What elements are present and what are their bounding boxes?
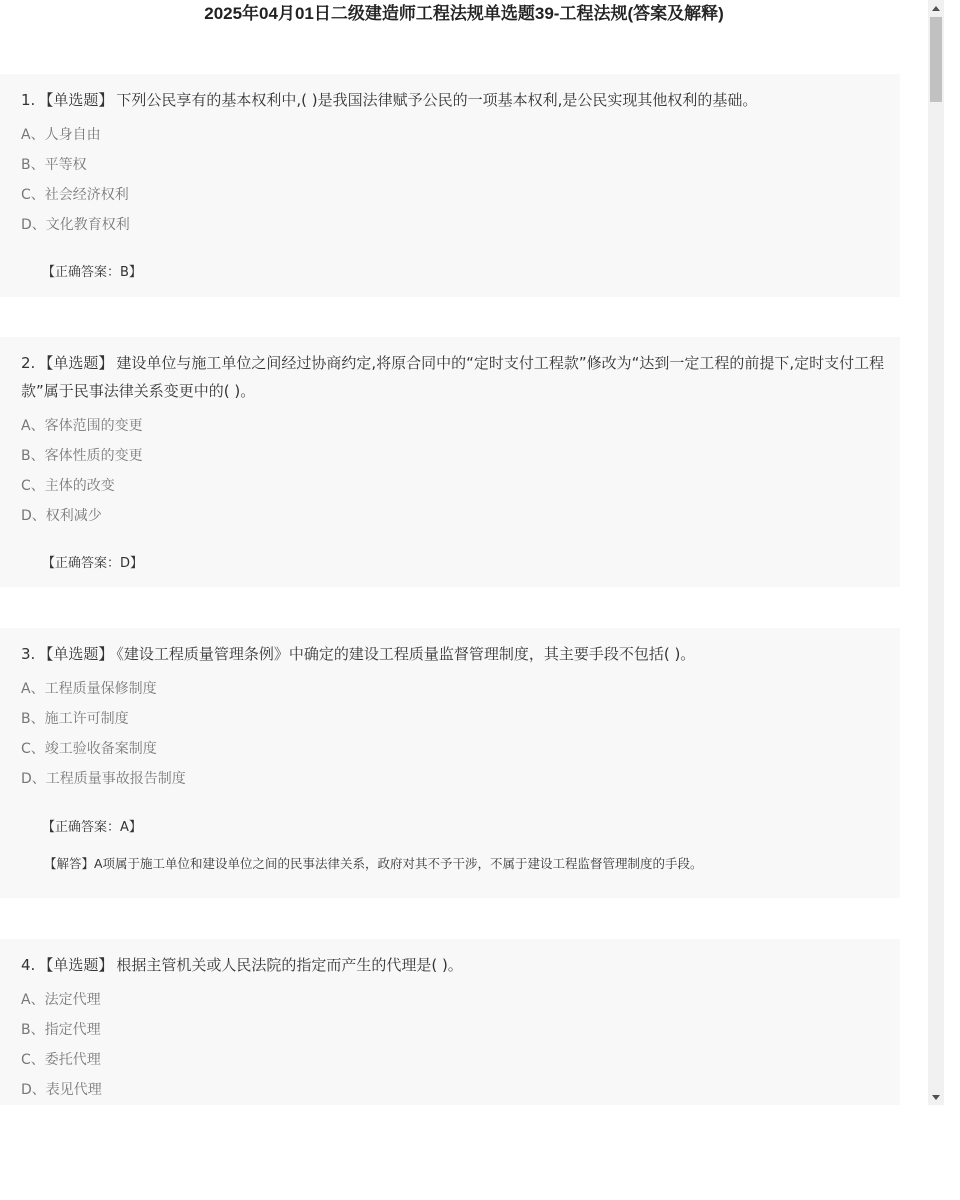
question-card-4 <box>0 939 900 1105</box>
scroll-up-arrow-icon[interactable] <box>928 0 944 16</box>
question-stem: 根据主管机关或人民法院的指定而产生的代理是( )。 <box>116 956 463 974</box>
option-c[interactable]: C、社会经济权利 <box>21 187 129 203</box>
scroll-down-arrow-icon[interactable] <box>928 1089 944 1105</box>
question-type-tag: 【单选题】 <box>38 645 114 663</box>
question-text <box>21 640 889 668</box>
vertical-scrollbar[interactable] <box>928 0 944 1105</box>
option-a[interactable]: A、人身自由 <box>21 127 101 143</box>
question-card-1 <box>0 74 900 297</box>
option-a[interactable]: A、法定代理 <box>21 992 101 1008</box>
question-card-2 <box>0 337 900 587</box>
scrollbar-thumb[interactable] <box>930 17 942 102</box>
question-type-tag: 【单选题】 <box>38 91 114 109</box>
question-stem: 下列公民享有的基本权利中,( )是我国法律赋予公民的一项基本权利,是公民实现其他权利的基础。 <box>116 91 758 109</box>
question-text <box>21 951 889 979</box>
answer-analysis: 【解答】A项属于施工单位和建设单位之间的民事法律关系，政府对其不予干涉，不属于建设工程监督管理制度的手段。 <box>44 856 703 871</box>
page-title: 2025年04月01日二级建造师工程法规单选题39-工程法规(答案及解释) <box>204 4 724 23</box>
option-d[interactable]: D、表见代理 <box>21 1082 102 1098</box>
question-number: 2. <box>21 354 36 372</box>
question-text <box>21 86 889 114</box>
question-stem: 建设单位与施工单位之间经过协商约定,将原合同中的“定时支付工程款”修改为“达到一定工程的前提下,定时支付工程款”属于民事法律关系变更中的( )。 <box>21 354 885 400</box>
option-c[interactable]: C、主体的改变 <box>21 478 115 494</box>
correct-answer: 【正确答案：D】 <box>42 556 144 571</box>
question-type-tag: 【单选题】 <box>38 354 114 372</box>
option-b[interactable]: B、平等权 <box>21 157 87 173</box>
option-c[interactable]: C、委托代理 <box>21 1052 101 1068</box>
option-d[interactable]: D、权利减少 <box>21 508 102 524</box>
option-b[interactable]: B、指定代理 <box>21 1022 101 1038</box>
option-b[interactable]: B、客体性质的变更 <box>21 448 143 464</box>
question-text <box>21 349 889 405</box>
option-c[interactable]: C、竣工验收备案制度 <box>21 741 157 757</box>
question-stem: 《建设工程质量管理条例》中确定的建设工程质量监督管理制度，其主要手段不包括( )。 <box>116 645 696 663</box>
option-d[interactable]: D、文化教育权利 <box>21 217 130 233</box>
option-b[interactable]: B、施工许可制度 <box>21 711 129 727</box>
question-type-tag: 【单选题】 <box>38 956 114 974</box>
option-a[interactable]: A、客体范围的变更 <box>21 418 143 434</box>
question-card-3 <box>0 628 900 898</box>
question-number: 1. <box>21 91 36 109</box>
question-number: 4. <box>21 956 36 974</box>
option-a[interactable]: A、工程质量保修制度 <box>21 681 157 697</box>
option-d[interactable]: D、工程质量事故报告制度 <box>21 771 186 787</box>
correct-answer: 【正确答案：B】 <box>42 265 142 280</box>
question-number: 3. <box>21 645 36 663</box>
correct-answer: 【正确答案：A】 <box>42 820 142 835</box>
